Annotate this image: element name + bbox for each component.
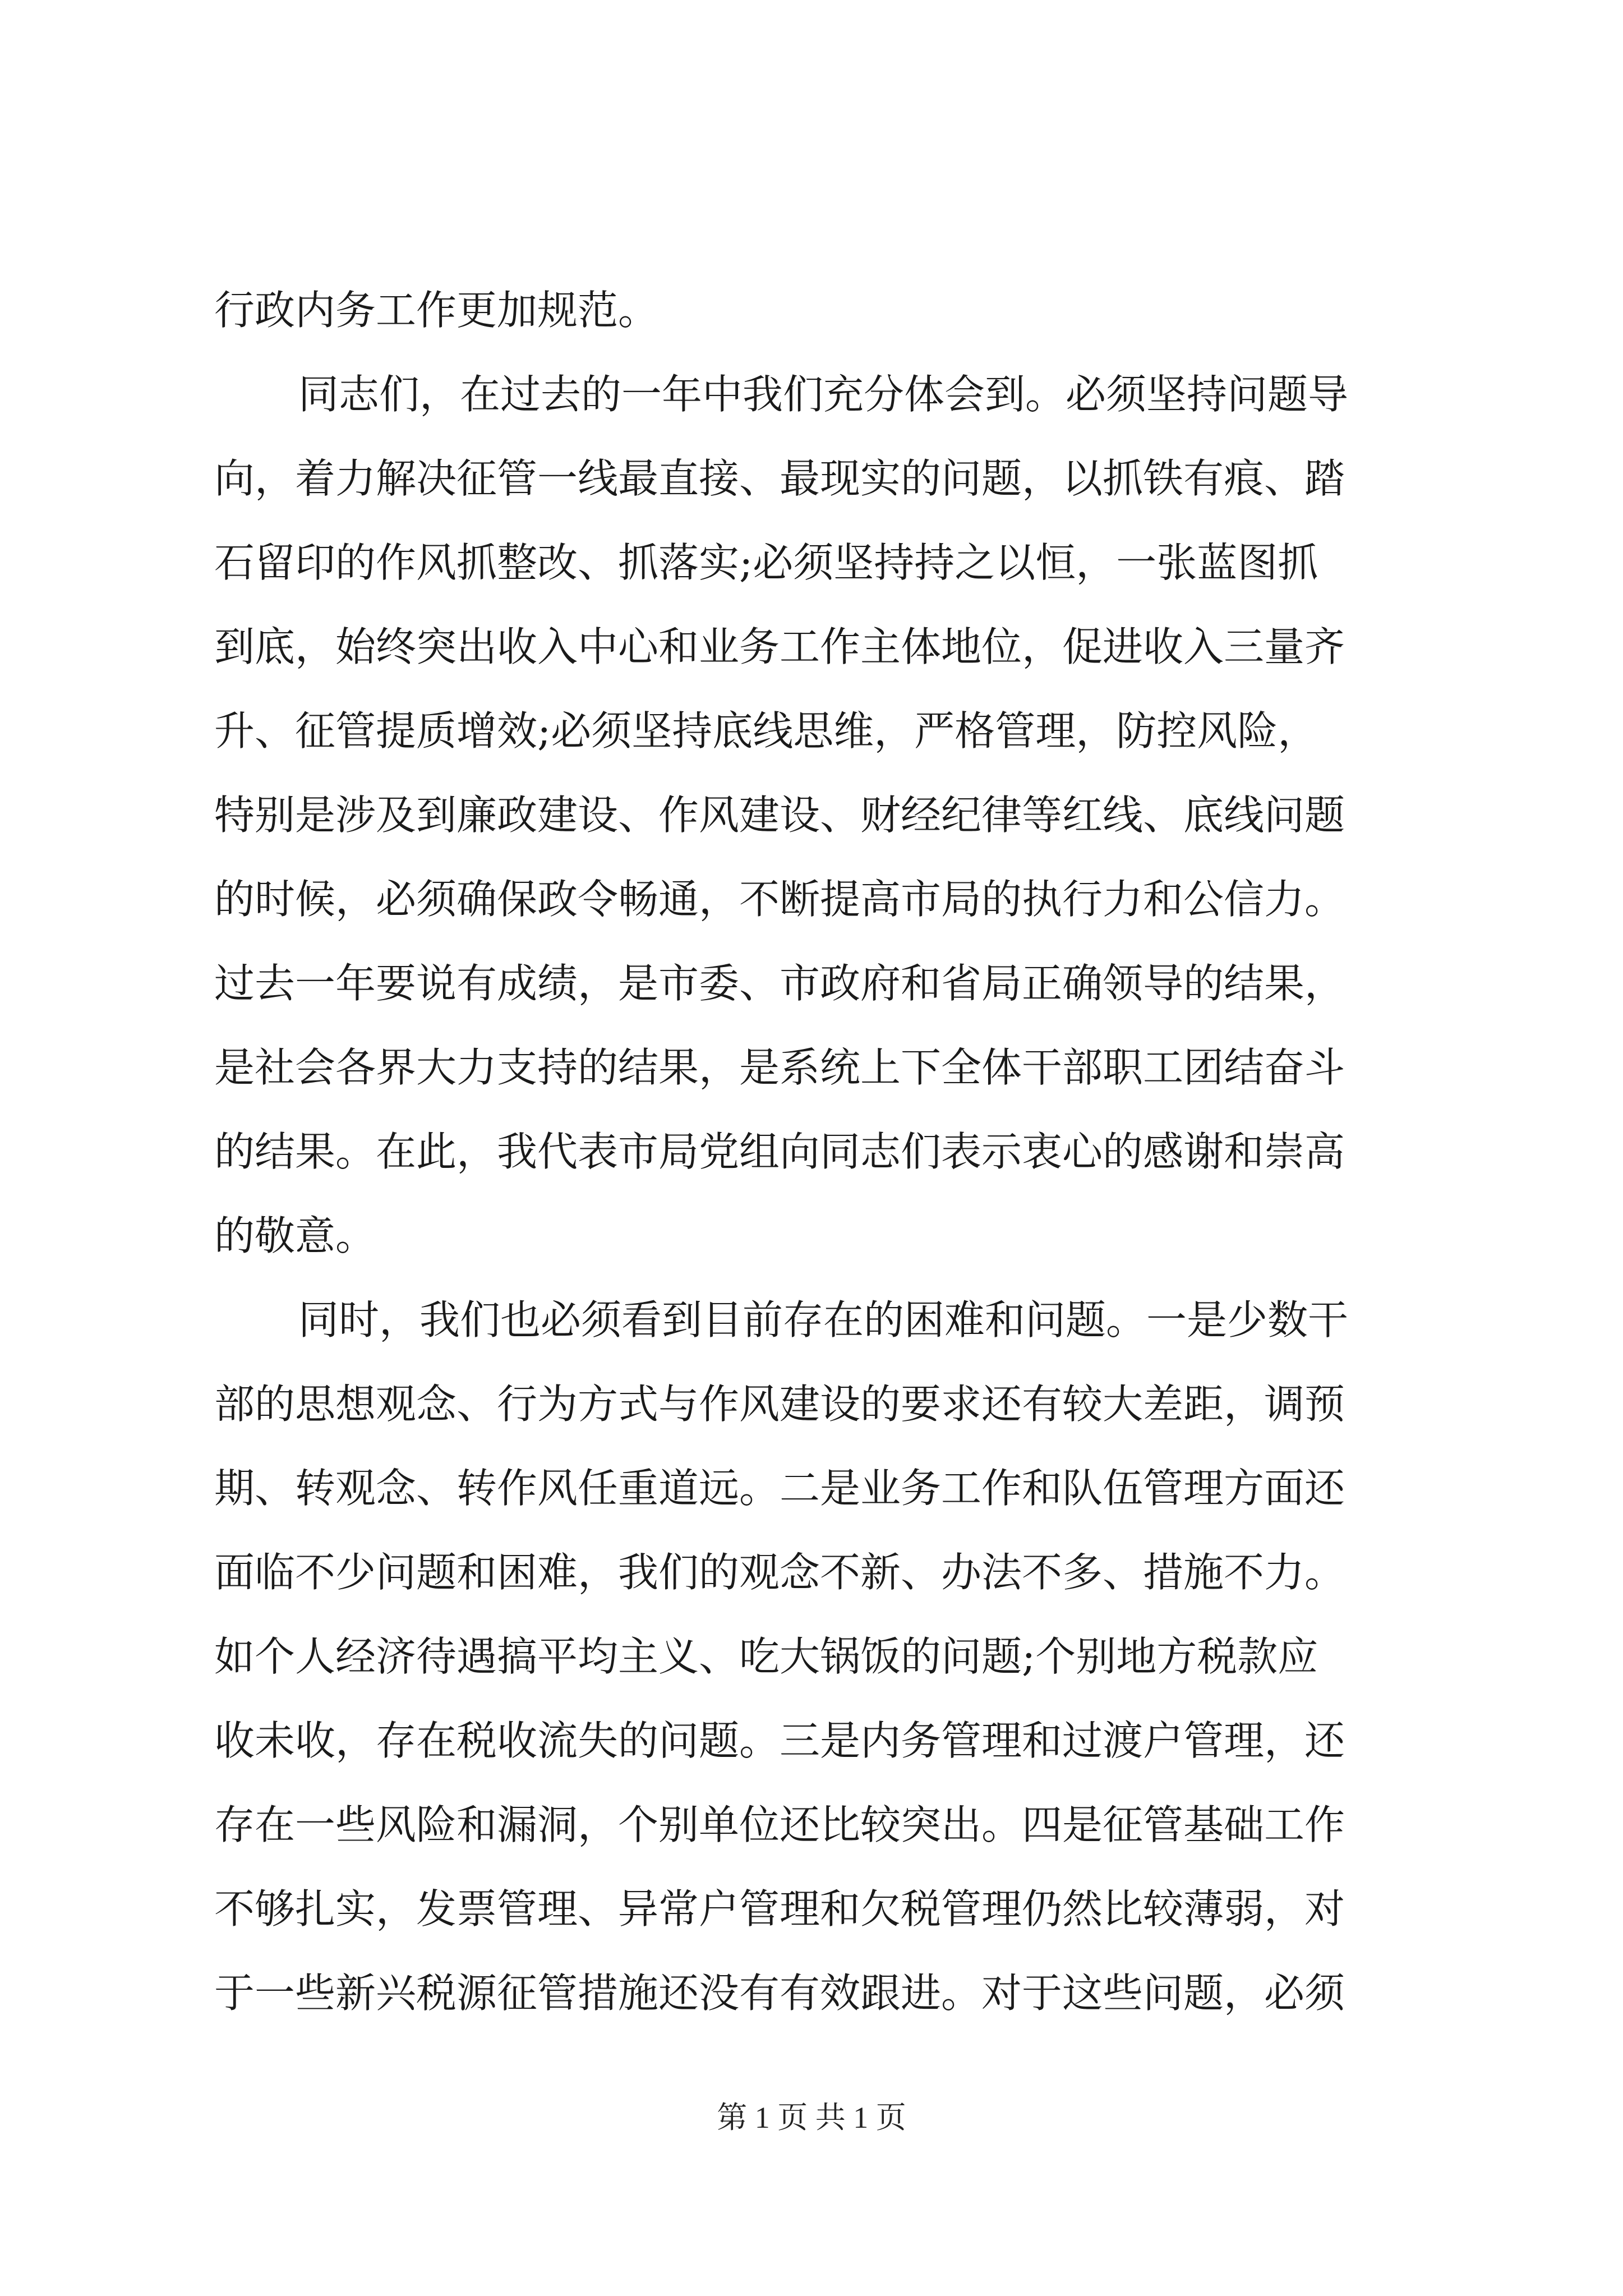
paragraph-start-line: 同时，我们也必须看到目前存在的困难和问题。一是少数干 <box>298 1296 1349 1343</box>
text-line: 存在一些风险和漏洞，个别单位还比较突出。四是征管基础工作 <box>214 1801 1345 1848</box>
text-line: 石留印的作风抓整改、抓落实;必须坚持持之以恒，一张蓝图抓 <box>214 539 1318 586</box>
text-line: 不够扎实，发票管理、异常户管理和欠税管理仍然比较薄弱，对 <box>214 1885 1345 1932</box>
text-line: 到底，始终突出收入中心和业务工作主体地位，促进收入三量齐 <box>214 623 1345 670</box>
text-line: 行政内务工作更加规范。 <box>214 287 659 334</box>
text-line: 部的思想观念、行为方式与作风建设的要求还有较大差距，调预 <box>214 1381 1345 1428</box>
text-line: 的结果。在此，我代表市局党组向同志们表示衷心的感谢和崇高 <box>214 1128 1345 1175</box>
text-line: 的敬意。 <box>214 1212 376 1259</box>
text-line: 的时候，必须确保政令畅通，不断提高市局的执行力和公信力。 <box>214 876 1345 923</box>
paragraph-start-line: 同志们，在过去的一年中我们充分体会到。必须坚持问题导 <box>298 371 1349 418</box>
text-line: 收未收，存在税收流失的问题。三是内务管理和过渡户管理，还 <box>214 1717 1345 1764</box>
text-line: 于一些新兴税源征管措施还没有有效跟进。对于这些问题，必须 <box>214 1970 1345 2017</box>
text-line: 是社会各界大力支持的结果，是系统上下全体干部职工团结奋斗 <box>214 1044 1345 1091</box>
page-number-footer: 第 1 页 共 1 页 <box>717 2101 906 2134</box>
text-line: 过去一年要说有成绩，是市委、市政府和省局正确领导的结果， <box>214 960 1345 1007</box>
text-line: 如个人经济待遇搞平均主义、吃大锅饭的问题;个别地方税款应 <box>214 1633 1318 1680</box>
text-line: 面临不少问题和困难，我们的观念不新、办法不多、措施不力。 <box>214 1549 1345 1596</box>
text-line: 升、征管提质增效;必须坚持底线思维，严格管理，防控风险， <box>214 707 1318 754</box>
text-line: 期、转观念、转作风任重道远。二是业务工作和队伍管理方面还 <box>214 1465 1345 1512</box>
text-line: 特别是涉及到廉政建设、作风建设、财经纪律等红线、底线问题 <box>214 792 1345 839</box>
text-line: 向，着力解决征管一线最直接、最现实的问题，以抓铁有痕、踏 <box>214 455 1345 502</box>
